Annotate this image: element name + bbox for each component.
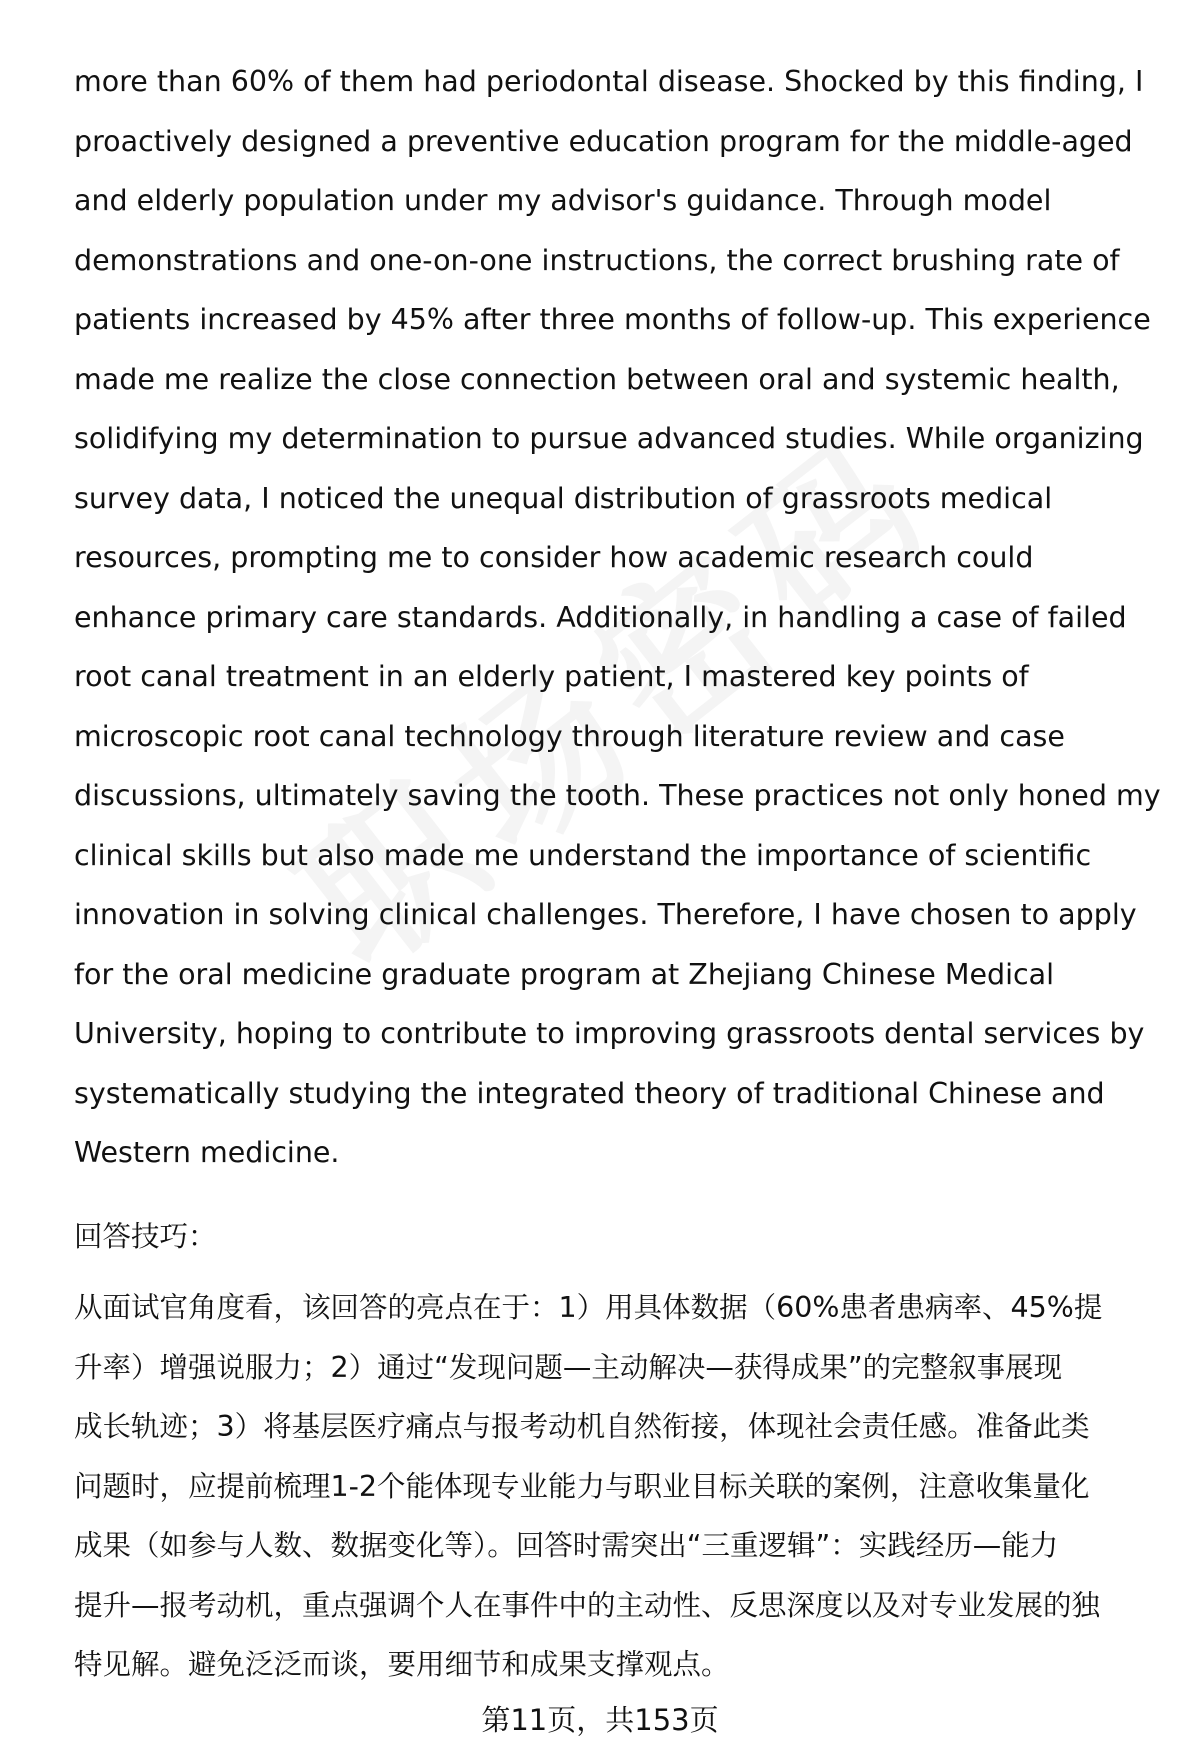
body-line: Western medicine.	[74, 1136, 340, 1169]
body-line: more than 60% of them had periodontal disease. Shocked by this finding, I	[74, 65, 1144, 98]
body-line: demonstrations and one-on-one instructions, the correct brushing rate of	[74, 243, 1120, 277]
tips-line: 成果（如参与人数、数据变化等）。回答时需突出“三重逻辑”：实践经历—能力	[74, 1529, 1059, 1562]
body-line: discussions, ultimately saving the tooth. These practices not only honed my	[74, 779, 1161, 812]
body-paragraph	[74, 52, 1161, 1183]
body-line: resources, prompting me to consider how academic research could	[74, 541, 1034, 574]
tips-heading: 回答技巧：	[74, 1220, 217, 1253]
page-number-footer: 第11页，共153页	[481, 1703, 719, 1737]
body-line: microscopic root canal technology through literature review and case	[74, 719, 1065, 753]
tips-line: 提升—报考动机，重点强调个人在事件中的主动性、反思深度以及对专业发展的独	[74, 1588, 1101, 1622]
body-line: proactively designed a preventive education program for the middle-aged	[74, 124, 1133, 158]
body-line: innovation in solving clinical challenges. Therefore, I have chosen to apply	[74, 898, 1137, 931]
body-line: made me realize the close connection between oral and systemic health,	[74, 362, 1120, 396]
body-line: enhance primary care standards. Additionally, in handling a case of failed	[74, 600, 1127, 634]
body-line: survey data, I noticed the unequal distribution of grassroots medical	[74, 481, 1053, 515]
tips-line: 特见解。避免泛泛而谈，要用细节和成果支撑观点。	[74, 1648, 730, 1681]
body-line: University, hoping to contribute to improving grassroots dental services by	[74, 1017, 1145, 1050]
tips-line: 升率）增强说服力；2）通过“发现问题—主动解决—获得成果”的完整叙事展现	[74, 1350, 1063, 1384]
body-line: systematically studying the integrated theory of traditional Chinese and	[74, 1076, 1105, 1110]
body-line: solidifying my determination to pursue advanced studies. While organizing	[74, 422, 1144, 455]
body-line: clinical skills but also made me understand the importance of scientific	[74, 838, 1092, 872]
tips-line: 成长轨迹；3）将基层医疗痛点与报考动机自然衔接，体现社会责任感。准备此类	[74, 1410, 1090, 1443]
tips-paragraph	[74, 1278, 1154, 1695]
tips-line: 从面试官角度看，该回答的亮点在于：1）用具体数据（60%患者患病率、45%提	[74, 1291, 1103, 1324]
tips-line: 问题时，应提前梳理1-2个能体现专业能力与职业目标关联的案例，注意收集量化	[74, 1469, 1090, 1503]
body-line: and elderly population under my advisor's guidance. Through model	[74, 184, 1052, 217]
body-line: patients increased by 45% after three months of follow-up. This experience	[74, 303, 1151, 336]
body-line: root canal treatment in an elderly patient, I mastered key points of	[74, 660, 1029, 693]
body-line: for the oral medicine graduate program at Zhejiang Chinese Medical	[74, 957, 1055, 991]
